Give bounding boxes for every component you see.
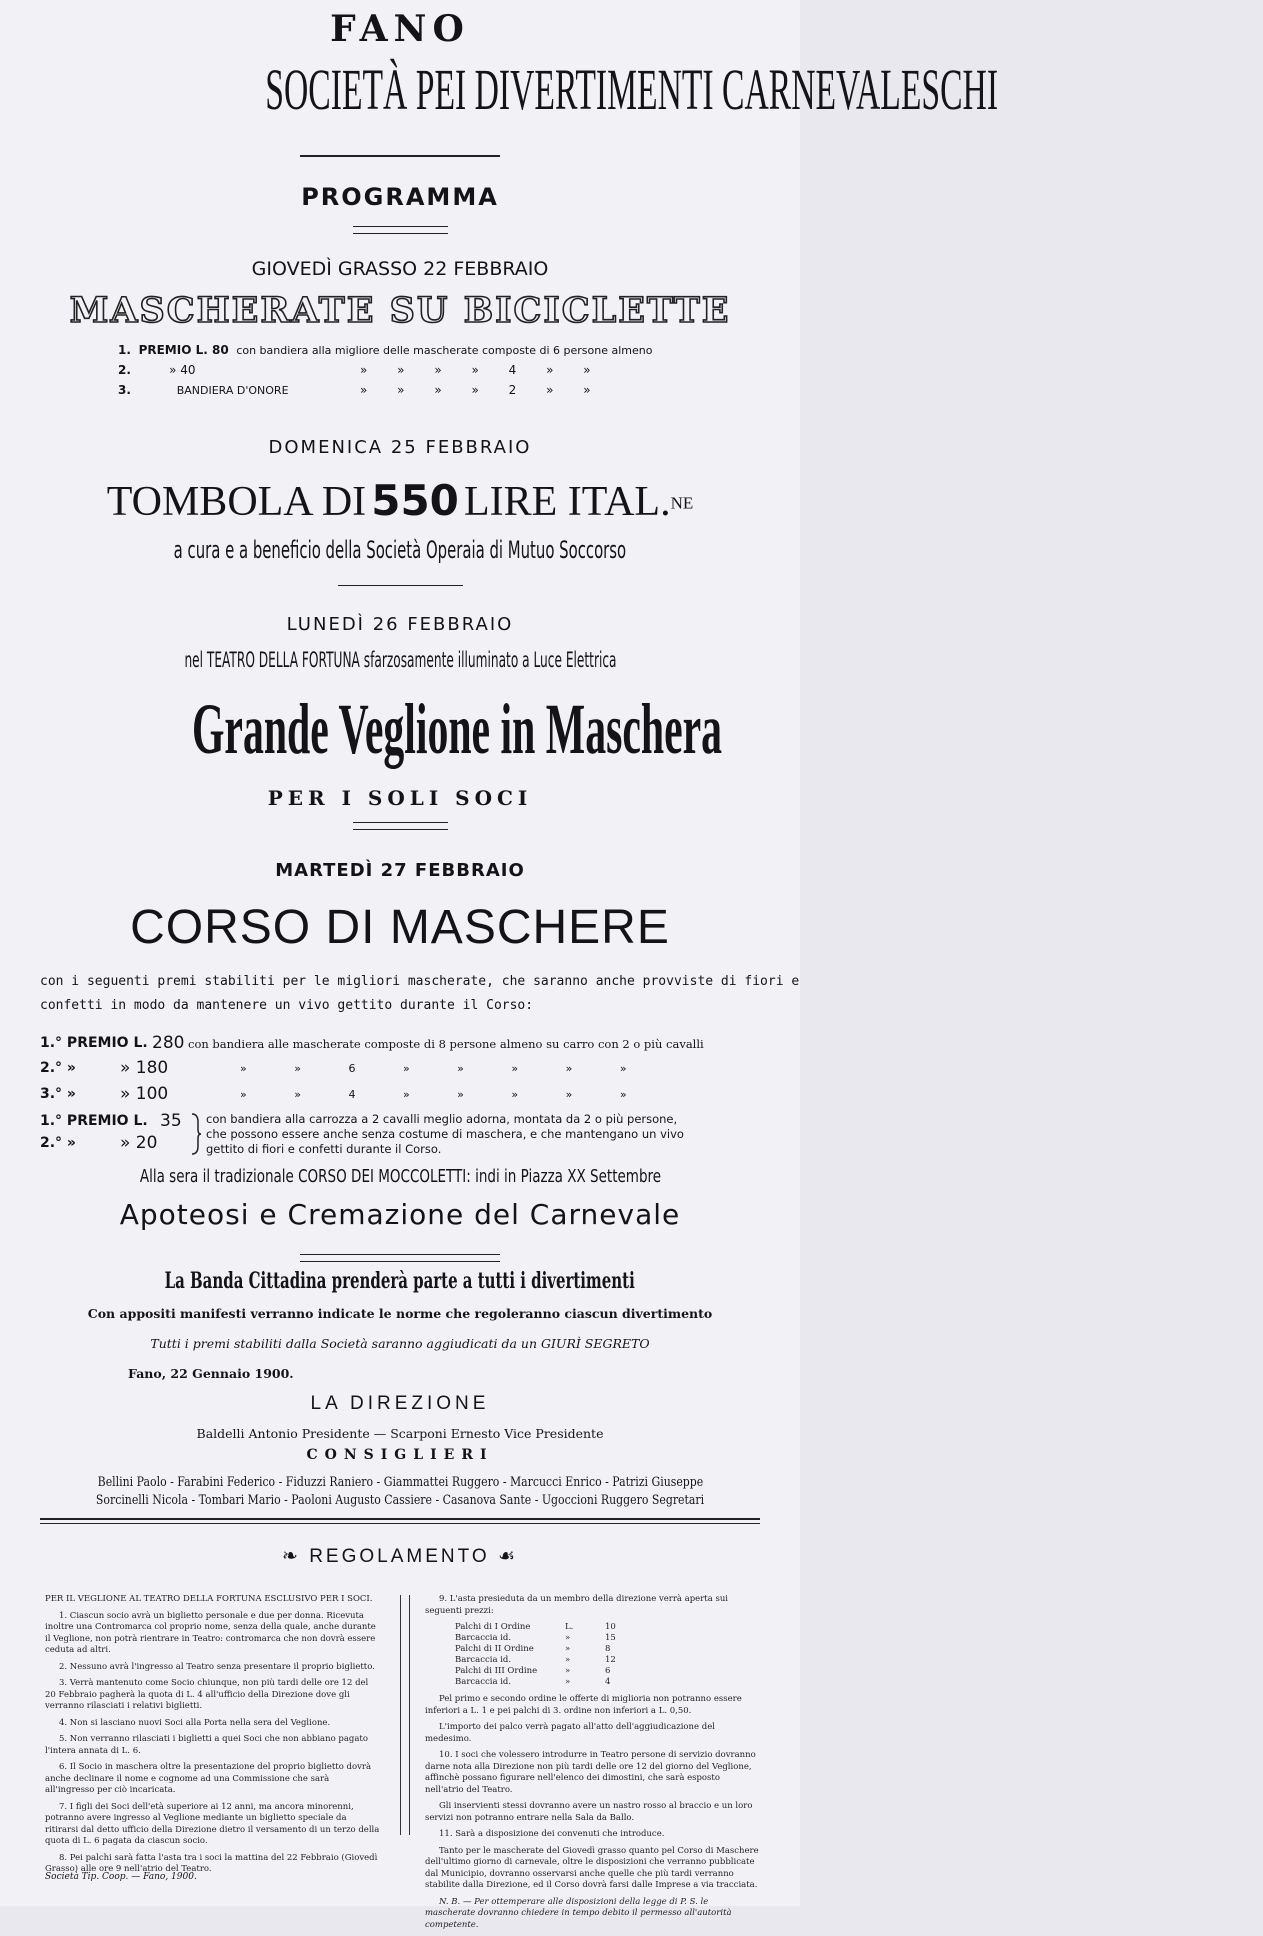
corso-prize-2-rank: 2.° » (40, 1060, 76, 1076)
section-divider (40, 1518, 760, 1524)
regolamento-left-column (45, 1594, 380, 1881)
rule-item: L'importo dei palco verrà pagato all'atto dell'aggiudicazione del medesimo. (425, 1722, 715, 1744)
event1-title: MASCHERATE SU BICICLETTE (69, 290, 731, 331)
rule-item: 11. Sarà a disposizione dei convenuti che introduce. (439, 1829, 665, 1839)
veglione-subtitle: PER I SOLI SOCI (267, 786, 533, 810)
direzione-heading: LA DIREZIONE (310, 1393, 490, 1414)
rule-item: 9. L'asta presieduta da un membro della direzione verrà aperta sui seguenti prezzi: (425, 1594, 729, 1616)
rule-item: 8. Pei palchi sarà fatta l'asta tra i soci la mattina del 22 Febbraio (Giovedì Grasso) alle ore 9 nell'atrio del Teatro. (45, 1852, 378, 1874)
corso-prize-1-desc: con bandiera alle mascherate composte di 8 persone almeno su carro con 2 o più cavalli (188, 1037, 704, 1051)
column-divider (400, 1595, 410, 1835)
rule-item: 6. Il Socio in maschera oltre la presentazione del proprio biglietto dovrà anche declinare il nome e cognome ad una Commissione che sarà all'ingresso per ciò incaricata. (45, 1762, 372, 1795)
rule-item: Tanto per le mascherate del Giovedì grasso quanto pel Corso di Maschere dell'ultimo giorno di carnevale, oltre le disposizioni che verranno pubblicate dal Municipio, dovranno osservarsi anche quelle che più tardi verranno stabilite dalla Direzione, ed il Corso dovrà farsi dalle Imprese a via tracciata. (425, 1845, 759, 1890)
corso-prize-3-desc: » » 4 » » » » » (240, 1088, 627, 1101)
box-price-table: Palchi di I Ordine L. 10 Barcaccia id. » 15 Palchi di II Ordine » 8 Barcaccia id. » 12 Palchi di III Ordine » 6 Barcaccia id. » 4 (455, 1622, 616, 1687)
carriage-desc-2: che possono essere anche senza costume di maschera, e che mantengano un vivo (206, 1127, 684, 1141)
divider (338, 585, 463, 586)
corso-prize-2-desc: » » 6 » » » » » (240, 1062, 627, 1075)
event4-date: MARTEDÌ 27 FEBBRAIO (275, 860, 525, 881)
event2-date: DOMENICA 25 FEBBRAIO (268, 437, 532, 458)
rule-item: 1. Ciascun socio avrà un biglietto personale e due per donna. Ricevuta inoltre una Contromarca col proprio nome, senza della quale, anche durante il Veglione, non potrà rientrare in Teatro: contromarca che non dovrà essere ceduta ad altri. (45, 1610, 376, 1655)
ornament-divider (353, 226, 448, 234)
ornament-divider (353, 822, 448, 830)
corso-prize-2-amount: » 180 (120, 1058, 169, 1078)
rule-item: 3. Verrà mantenuto come Socio chiunque, non più tardi delle ore 12 del 20 Febbraio pagherà la quota di L. 4 all'ufficio della Direzione dove gli verranno rilasciati i relativi biglietti. (45, 1678, 369, 1711)
rule-item: 2. Nessuno avrà l'ingresso al Teatro senza presentare il proprio biglietto. (59, 1661, 375, 1672)
brace (190, 1112, 202, 1156)
event1-prize-3-desc: » » » » 2 » » (360, 383, 591, 397)
tombola-subtitle: a cura e a beneficio della Società Operaia di Mutuo Soccorso (173, 536, 627, 564)
corso-prize-3-amount: » 100 (120, 1084, 169, 1104)
consiglieri-line-2: Sorcinelli Nicola - Tombari Mario - Paoloni Augusto Cassiere - Casanova Sante - Ugoccioni Ruggero Segretari (95, 1493, 705, 1508)
rule-item: Gli inservienti stessi dovranno avere un nastro rosso al braccio e un loro servizi non potranno entrare nella Sala da Ballo. (425, 1801, 753, 1823)
rule-item: 10. I soci che volessero introdurre in Teatro persone di servizio dovranno darne nota alla Direzione non più tardi delle ore 12 del giorno del Veglione, affinchè possano figurare nell'elenco dei dimostini, che sarà esposto nell'atrio del Teatro. (425, 1750, 756, 1795)
presidents-line: Baldelli Antonio Presidente — Scarponi Ernesto Vice Presidente (196, 1426, 604, 1441)
event1-date: GIOVEDÌ GRASSO 22 FEBBRAIO (251, 258, 549, 280)
rule-item: 5. Non verranno rilasciati i biglietti a quei Soci che non abbiano pagato l'intera annata di L. 6. (45, 1734, 368, 1756)
event1-prize-2-desc: » » » » 4 » » (360, 363, 591, 377)
corso-prize-1-rank: 1.° PREMIO L. (40, 1035, 148, 1051)
corso-intro-2: confetti in modo da mantenere un vivo gettito durante il Corso: (40, 998, 534, 1013)
regolamento-heading: ❧ REGOLAMENTO ☙ (282, 1546, 518, 1567)
carriage-prize-1-amount: 35 (160, 1111, 182, 1131)
consiglieri-heading: CONSIGLIERI (306, 1447, 494, 1463)
finale-title: Apoteosi e Cremazione del Carnevale (119, 1198, 681, 1231)
corso-intro-1: con i seguenti premi stabiliti per le migliori mascherate, che saranno anche provviste di fiori e (40, 974, 800, 989)
event1-prize-1: 1. PREMIO L. 80 con bandiera alla migliore delle mascherate composte di 6 persone almeno (118, 343, 653, 357)
carriage-prize-1-rank: 1.° PREMIO L. (40, 1113, 148, 1129)
event1-prize-2: 2. » 40 (118, 363, 196, 377)
date-place: Fano, 22 Gennaio 1900. (128, 1366, 294, 1381)
rule-item: 7. I figli dei Soci dell'età superiore ai 12 anni, ma ancora minorenni, potranno avere ingresso al Veglione mediante un biglietto speciale da ritirarsi dal detto ufficio della Direzione dietro il versamento di un terzo della quota di L. 6 pagata da ciascun socio. (45, 1801, 380, 1846)
corso-prize-1-amount: 280 (152, 1033, 185, 1053)
corso-title: CORSO DI MASCHERE (130, 901, 670, 954)
corso-prize-3-rank: 3.° » (40, 1086, 76, 1102)
carriage-desc-3: gettito di fiori e confetti durante il Corso. (206, 1142, 442, 1156)
fleuron-icon: ☙ (497, 1546, 518, 1567)
consiglieri-line-1: Bellini Paolo - Farabini Federico - Fiduzzi Raniero - Giammattei Ruggero - Marcucci Enrico - Patrizi Giuseppe (97, 1475, 703, 1490)
giuri-line: Tutti i premi stabiliti dalla Società saranno aggiudicati da un GIURÌ SEGRETO (150, 1336, 650, 1351)
evening-line: Alla sera il tradizionale CORSO DEI MOCCOLETTI: indi in Piazza XX Settembre (139, 1166, 661, 1187)
carriage-desc-1: con bandiera alla carrozza a 2 cavalli meglio adorna, montata da 2 o più persone, (206, 1112, 678, 1126)
carriage-prize-2-amount: » 20 (120, 1133, 158, 1153)
rule-item: Pel primo e secondo ordine le offerte di miglioria non potranno essere inferiori a L. 1 e pei palchi di 3. ordine non inferiori a L. 0,50. (425, 1694, 742, 1716)
event3-date: LUNEDÌ 26 FEBBRAIO (286, 614, 514, 635)
town-title: FANO (330, 8, 470, 50)
programma-heading: PROGRAMMA (301, 183, 499, 211)
banda-line: La Banda Cittadina prenderà parte a tutti i divertimenti (164, 1268, 636, 1294)
rule-item: 4. Non si lasciano nuovi Soci alla Porta nella sera del Veglione. (59, 1717, 331, 1728)
carriage-prize-2-rank: 2.° » (40, 1135, 76, 1151)
veglione-title: Grande Veglione in Maschera (191, 689, 723, 769)
ornament-divider (300, 1254, 500, 1262)
event1-prize-3: 3. BANDIERA D'ONORE (118, 383, 289, 397)
regolamento-right-column (425, 1594, 760, 1936)
event3-venue: nel TEATRO DELLA FORTUNA sfarzosamente illuminato a Luce Elettrica (183, 648, 617, 672)
fleuron-icon: ❧ (282, 1546, 301, 1567)
manifesti-line: Con appositi manifesti verranno indicate le norme che regoleranno ciascun divertimento (87, 1306, 713, 1321)
tombola-title: TOMBOLA DI 550 LIRE ITAL.$^{NE}$ (106, 476, 694, 525)
printer-credit: Società Tip. Coop. — Fano, 1900. (45, 1872, 197, 1882)
rule-item: N. B. — Per ottemperare alle disposizioni della legge di P. S. le mascherate dovranno chiedere in tempo debito il permesso all'autorità competente. (425, 1896, 732, 1930)
society-title: SOCIETÀ PEI DIVERTIMENTI CARNEVALESCHI (265, 57, 999, 122)
divider (300, 155, 500, 157)
regolamento-left-heading: PER IL VEGLIONE AL TEATRO DELLA FORTUNA ESCLUSIVO PER I SOCI. (45, 1594, 373, 1604)
